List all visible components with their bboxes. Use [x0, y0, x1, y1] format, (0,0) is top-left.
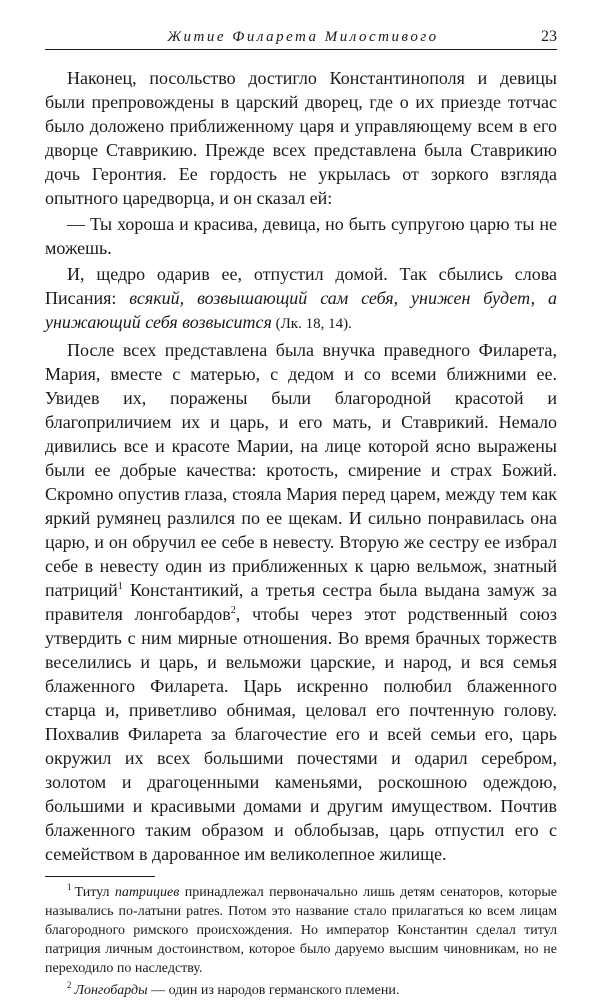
footnote-2 [45, 981, 557, 1000]
footnotes [45, 883, 557, 1000]
paragraph-1: Наконец, посольство достигло Константинополя и девицы были препровождены в царский дворец, где о их приезде тотчас было доложено приближенному царя и управляющему всем в его дворце Ставрикию. Прежде всех представлена была Ставрикию дочь Геронтия. Ее гордость не укрылась от зоркого взгляда опытного царедворца, и он сказал ей: [45, 68, 557, 208]
running-header [45, 28, 557, 50]
paragraph-2: — Ты хороша и красива, девица, но быть супругою царю ты не можешь. [45, 214, 557, 258]
paragraph-4-text-a: После всех представлена была внучка праведного Филарета, Мария, вместе с матерью, с дедом и со всеми ближними ее. Увидев их, поражены были благородной красотой и благоприличием их и царь, и его мать, и Ставрикий. Немало дивились все и красоте Марии, на лице которой ясно выражены были ее добрые качества: кротость, смирение и страх Божий. Скромно опустив глаза, стояла Мария перед царем, между тем как яркий румянец разлился по ее щекам. И сильно понравилась она царю, и он обручил ее себе в невесту. Вторую же сестру ее избрал себе в невесту один из приближенных к царю вельмож, знатный патриций [45, 340, 557, 600]
footnote-ref-1: 1 [117, 581, 123, 592]
paragraph-4-text-b: Константикий, а третья сестра была выдана замуж за правителя лонгобардов [45, 580, 557, 624]
footnote-2-text: — один из народов германского племени. [147, 983, 400, 998]
scripture-reference: (Лк. 18, 14). [271, 316, 352, 332]
footnote-1-lead: Титул [74, 885, 115, 900]
footnote-2-term: Лонгобарды [74, 983, 148, 998]
scripture-quote: всякий, возвышающий сам себя, унижен будет, а унижающий себя возвысится [45, 288, 557, 332]
footnote-1-number: 1 [67, 882, 72, 892]
footnote-1 [45, 883, 557, 978]
running-title: Житие Филарета Милостивого [167, 29, 439, 45]
paragraph-3-text: И, щедро одарив ее, отпустил домой. Так сбылись слова Писания: [45, 264, 557, 308]
main-text [45, 66, 557, 866]
footnote-1-term: патрициев [114, 885, 180, 900]
footnote-2-number: 2 [67, 980, 72, 990]
paragraph-3 [45, 262, 557, 336]
page-number: 23 [541, 28, 557, 45]
paragraph-4 [45, 338, 557, 866]
book-page [45, 28, 557, 1000]
footnote-1-text: принадлежал первоначально лишь детям сенаторов, которые назывались по-латыни patres. Потом это название стало прилагаться ко всем лицам благородного римского происхождения. Но император Константин сделал титул патриция личным достоинством, которое было даруемо высшим чиновникам, но не переходило по наследству. [45, 885, 557, 976]
footnote-ref-2: 2 [230, 605, 236, 616]
footnote-divider [45, 876, 155, 877]
paragraph-4-text-c: , чтобы через этот родственный союз утвердить с ним мирные отношения. Во время брачных торжеств веселились и царь, и вельможи царские, и народ, и вся семья блаженного Филарета. Царь искренно полюбил блаженного старца и, приветливо обнимая, целовал его почтенную голову. Похвалив Филарета за благочестие его и всей семьи его, царь окружил их всех большими почестями и одарил серебром, золотом и драгоценными каменьями, роскошною одеждою, большими и красивыми домами и другим имуществом. Почтив блаженного таким образом и облобызав, царь отпустил его с семейством в дарованное им великолепное жилище. [45, 604, 557, 864]
